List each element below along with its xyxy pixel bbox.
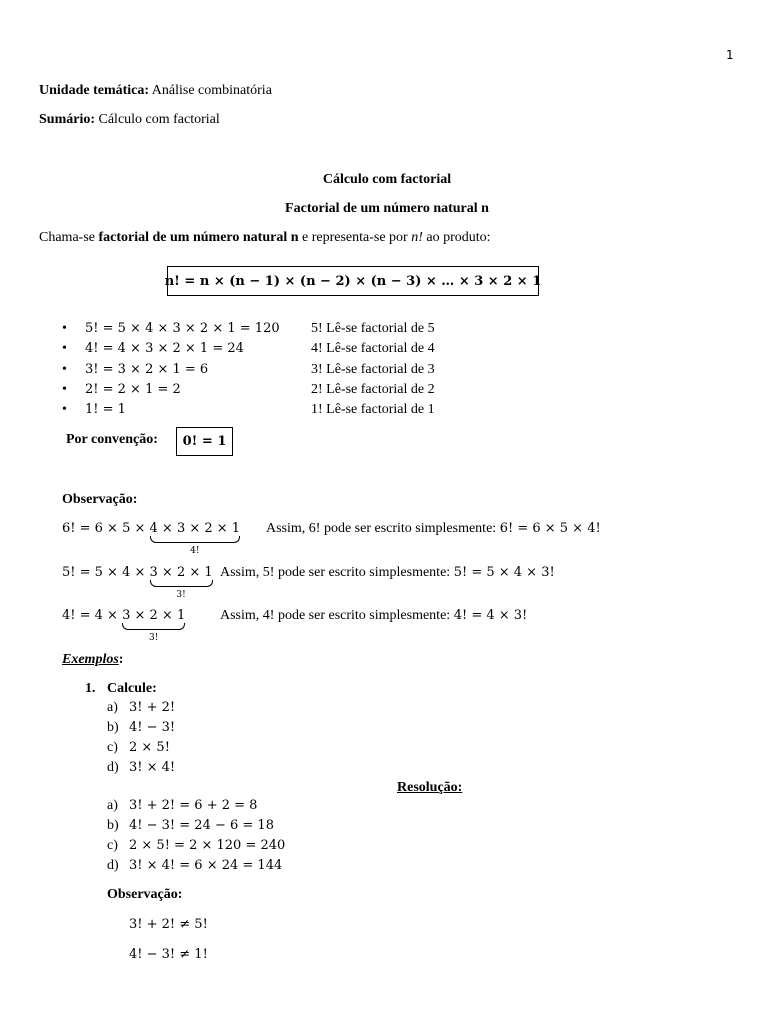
observation-lhs: 5! = 5 × 4 × [62,565,150,580]
page-number: 1 [726,48,734,62]
list-item-expr: 4! − 3! = 24 − 6 = 18 [129,818,274,833]
final-observation-line: 4! − 3! ≠ 1! [129,947,208,962]
definition-line [39,230,491,246]
observation-text [220,565,555,581]
bullet-icon: • [62,341,67,356]
exemplos-heading: Exemplos [62,652,119,667]
definition-prefix: Chama-se [39,230,99,245]
observation-text-main: Assim, 5! pode ser escrito simplesmente: [220,565,454,580]
example-expr: 4! = 4 × 3 × 2 × 1 = 24 [85,341,244,356]
example-reading: 5! Lê-se factorial de 5 [311,321,435,336]
example-reading: 4! Lê-se factorial de 4 [311,341,435,356]
example-reading: 3! Lê-se factorial de 3 [311,362,435,377]
unidade-label: Unidade temática: [39,83,150,98]
example-reading: 1! Lê-se factorial de 1 [311,402,435,417]
list-item-expr: 3! × 4! = 6 × 24 = 144 [129,858,283,873]
observation-text [220,608,527,624]
unidade-line [39,83,272,99]
sumario-label: Sumário: [39,112,95,127]
list-item-expr: 2 × 5! [129,740,170,755]
braced-expr: 3 × 2 × 1 [149,565,213,580]
list-item-expr: 3! + 2! = 6 + 2 = 8 [129,798,258,813]
list-item-expr: 4! − 3! [129,720,176,735]
list-item-label: b) [107,720,119,735]
underbrace-label: 3! [176,590,186,600]
list-item-label: d) [107,760,119,775]
list-item-label: a) [107,798,118,813]
list-item-label: b) [107,818,119,833]
definition-bold: factorial de um número natural n [98,230,299,245]
underbrace-line [122,623,185,630]
unidade-value: Análise combinatória [151,83,272,98]
page-title: Cálculo com factorial [322,172,452,187]
sumario-line [39,112,220,128]
example-reading: 2! Lê-se factorial de 2 [311,382,435,397]
underbrace [149,521,241,556]
list-item-label: c) [107,838,118,853]
factorial-formula-box: n! = n × (n − 1) × (n − 2) × (n − 3) × … × 3 × 2 × 1 [167,266,539,296]
example-expr: 3! = 3 × 2 × 1 = 6 [85,362,209,377]
list-item-expr: 3! × 4! [129,760,176,775]
final-observation-line: 3! + 2! ≠ 5! [129,917,208,932]
bullet-icon: • [62,402,67,417]
list-item-label: d) [107,858,119,873]
observation-row [62,521,241,556]
observation-row [62,565,213,600]
underbrace-line [150,536,241,543]
exemplos-colon: : [118,652,124,667]
observation-text [266,521,601,537]
example-expr: 1! = 1 [85,402,126,417]
list-item-expr: 3! + 2! [129,700,176,715]
underbrace [122,608,186,643]
list-item-label: c) [107,740,118,755]
exemplos-heading-line [62,652,123,668]
braced-expr: 4 × 3 × 2 × 1 [149,521,241,536]
observation-result: 5! = 5 × 4 × 3! [453,565,555,580]
convention-box: 0! = 1 [176,427,233,456]
exercise-number: 1. [85,681,96,696]
observation-text-main: Assim, 6! pode ser escrito simplesmente: [266,521,500,536]
exercise-title: Calcule: [107,681,157,696]
page-subtitle: Factorial de um número natural n [285,201,489,216]
definition-middle: e representa-se por [298,230,412,245]
list-item-label: a) [107,700,118,715]
resolucao-heading: Resolução: [397,780,463,795]
underbrace-line [150,580,213,587]
example-expr: 2! = 2 × 1 = 2 [85,382,181,397]
observation-text-main: Assim, 4! pode ser escrito simplesmente: [220,608,454,623]
bullet-icon: • [62,382,67,397]
sumario-value: Cálculo com factorial [98,112,220,127]
underbrace [149,565,213,600]
observation-row [62,608,186,643]
observation-lhs: 4! = 4 × [62,608,123,623]
underbrace-label: 3! [148,633,159,643]
example-expr: 5! = 5 × 4 × 3 × 2 × 1 = 120 [85,321,280,336]
observation-lhs: 6! = 6 × 5 × [62,521,150,536]
list-item-expr: 2 × 5! = 2 × 120 = 240 [129,838,286,853]
definition-notation: n! [411,230,423,245]
bullet-icon: • [62,362,67,377]
definition-suffix: ao produto: [422,230,491,245]
observation-result: 6! = 6 × 5 × 4! [499,521,601,536]
braced-expr: 3 × 2 × 1 [122,608,186,623]
underbrace-label: 4! [190,546,200,556]
observation-result: 4! = 4 × 3! [453,608,528,623]
bullet-icon: • [62,321,67,336]
convention-label: Por convenção: [66,432,158,447]
final-observation-heading: Observação: [107,887,183,902]
observation-heading: Observação: [62,492,138,507]
